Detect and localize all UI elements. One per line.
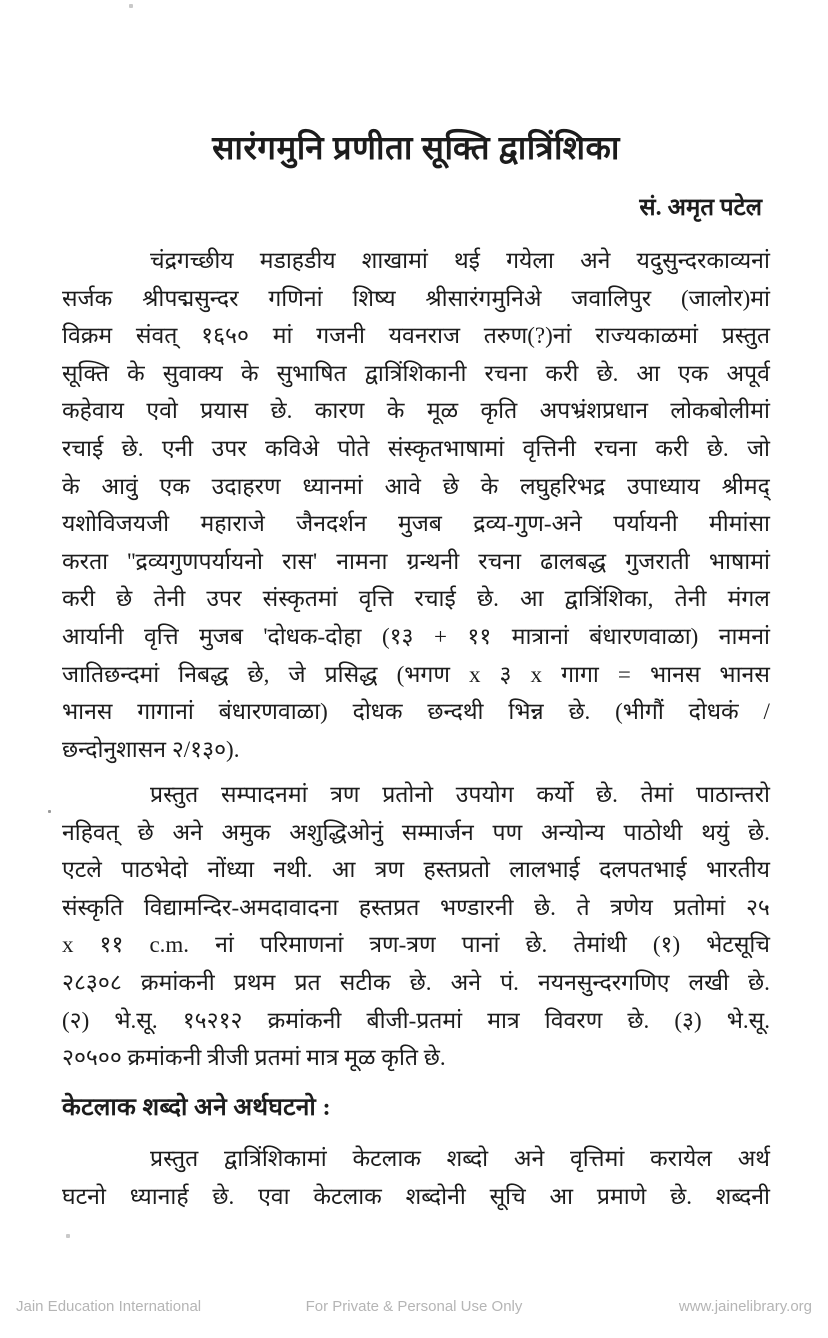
scan-artifact-dot bbox=[66, 1234, 70, 1238]
scan-artifact-dot bbox=[48, 810, 51, 813]
footer-website-text: www.jainelibrary.org bbox=[678, 1298, 812, 1315]
text-line: प्रस्तुत द्वात्रिंशिकामां केटलाक शब्दो अने वृत्तिमां करायेल अर्थ bbox=[150, 1146, 770, 1171]
text-line: २८३०८ क्रमांकनी प्रथम प्रत सटीक छे. अने पं. नयनसुन्दरगणिए लखी छे. bbox=[62, 969, 770, 995]
paragraph-2 bbox=[62, 776, 770, 1077]
text-line: विक्रम संवत् १६५० मां गजनी यवनराज तरुण(?)नां राज्यकाळमां प्रस्तुत bbox=[62, 323, 770, 349]
text-line: यशोविजयजी महाराजे जैनदर्शन मुजब द्रव्य-गुण-अने पर्यायनी मीमांसा bbox=[62, 511, 770, 537]
document-title: सारंगमुनि प्रणीता सूक्ति द्वात्रिंशिका bbox=[212, 131, 620, 167]
text-line: संस्कृति विद्यामन्दिर-अमदावादना हस्तप्रत भण्डारनी छे. ते त्रणेय प्रतोमां २५ bbox=[62, 894, 770, 920]
text-line: सर्जक श्रीपद्मसुन्दर गणिनां शिष्य श्रीसारंगमुनिअे जवालिपुर (जालोर)मां bbox=[62, 285, 770, 311]
text-line: करता ''द्रव्यगुणपर्यायनो रास' नामना ग्रन्थनी रचना ढालबद्ध गुजराती भाषामां bbox=[62, 548, 770, 574]
footer-usage-text: For Private & Personal Use Only bbox=[305, 1298, 523, 1315]
text-line: (२) भे.सू. १५२१२ क्रमांकनी बीजी-प्रतमां मात्र विवरण छे. (३) भे.सू. bbox=[62, 1007, 770, 1033]
text-line: आर्यानी वृत्ति मुजब 'दोधक-दोहा (१३ + ११ मात्रानां बंधारणवाळा) नामनां bbox=[62, 623, 770, 649]
text-line: सूक्ति के सुवाक्य के सुभाषित द्वात्रिंशिकानी रचना करी छे. आ एक अपूर्व bbox=[62, 360, 770, 386]
text-line: २०५०० क्रमांकनी त्रीजी प्रतमां मात्र मूळ कृति छे. bbox=[62, 1045, 446, 1071]
footer-publisher-text: Jain Education International bbox=[16, 1298, 202, 1315]
editor-byline: सं. अमृत पटेल bbox=[639, 195, 762, 221]
text-line: कहेवाय एवो प्रयास छे. कारण के मूळ कृति अपभ्रंशप्रधान लोकबोलीमां bbox=[62, 398, 770, 424]
text-line: एटले पाठभेदो नोंध्या नथी. आ त्रण हस्तप्रतो लालभाई दलपतभाई भारतीय bbox=[62, 857, 770, 883]
text-line: रचाई छे. एनी उपर कविअे पोते संस्कृतभाषामां वृत्तिनी रचना करी छे. जो bbox=[62, 435, 770, 461]
text-line: के आवुं एक उदाहरण ध्यानमां आवे छे के लघुहरिभद्र उपाध्याय श्रीमद् bbox=[62, 473, 770, 499]
text-line: करी छे तेनी उपर संस्कृतमां वृत्ति रचाई छे. आ द्वात्रिंशिका, तेनी मंगल bbox=[62, 586, 770, 612]
text-line: छन्दोनुशासन २/१३०). bbox=[62, 736, 240, 762]
text-line: नहिवत् छे अने अमुक अशुद्धिओनुं सम्मार्जन पण अन्योन्य पाठोथी थयुं छे. bbox=[62, 819, 770, 845]
paragraph-3 bbox=[62, 1140, 770, 1215]
text-line: x ११ c.m. नां परिमाणनां त्रण-त्रण पानां छे. तेमांथी (१) भेटसूचि bbox=[62, 932, 770, 958]
text-line: जातिछन्दमां निबद्ध छे, जे प्रसिद्ध (भगण x ३ x गागा = भानस भानस bbox=[62, 661, 770, 687]
paragraph-1 bbox=[62, 242, 770, 768]
scan-artifact-dot bbox=[129, 4, 133, 8]
text-line: चंद्रगच्छीय मडाहडीय शाखामां थई गयेला अने यदुसुन्दरकाव्यनां bbox=[150, 248, 770, 273]
text-line: भानस गागानां बंधारणवाळा) दोधक छन्दथी भिन्न छे. (भीगौं दोधकं / bbox=[62, 699, 770, 725]
text-line: घटनो ध्यानार्ह छे. एवा केटलाक शब्दोनी सूचि आ प्रमाणे छे. शब्दनी bbox=[62, 1183, 770, 1209]
text-line: प्रस्तुत सम्पादनमां त्रण प्रतोनो उपयोग कर्यो छे. तेमां पाठान्तरो bbox=[150, 782, 770, 807]
section-heading: केटलाक शब्दो अने अर्थघटनो : bbox=[62, 1094, 331, 1121]
